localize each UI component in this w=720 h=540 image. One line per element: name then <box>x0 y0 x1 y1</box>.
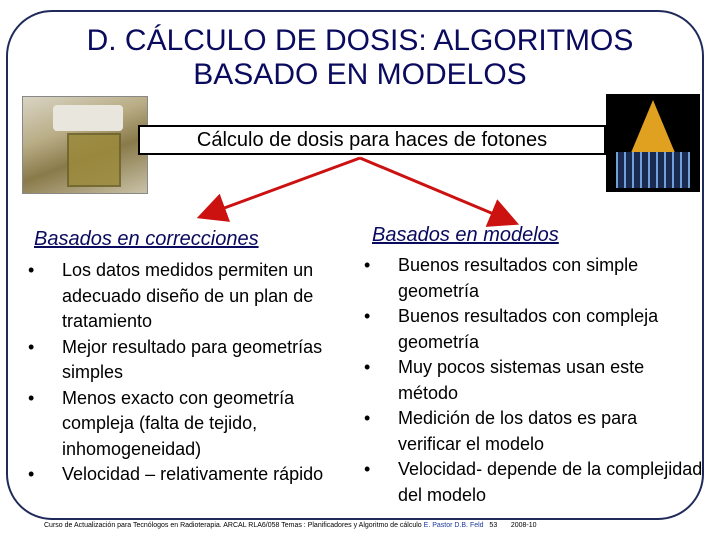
list-item: • Velocidad- depende de la complejidad del modelo <box>364 457 704 508</box>
list-item: • Los datos medidos permiten un adecuado diseño de un plan de tratamiento <box>28 258 364 335</box>
list-item: • Velocidad – relativamente rápido <box>28 462 364 488</box>
footer-author: E. Pastor D.B. Feld <box>423 522 484 529</box>
footer-page: 53 <box>489 522 498 529</box>
list-item: • Muy pocos sistemas usan este método <box>364 355 704 406</box>
slide-title: D. CÁLCULO DE DOSIS: ALGORITMOS BASADO EN MODELOS <box>86 24 634 91</box>
arrow-left <box>208 158 360 214</box>
footer-year: 2008-10 <box>510 522 537 529</box>
subtitle-box: Cálculo de dosis para haces de fotones <box>138 125 606 155</box>
left-bullet-list <box>28 258 364 488</box>
right-bullet-list <box>364 253 704 508</box>
list-item: • Buenos resultados con compleja geometría <box>364 304 704 355</box>
list-item: • Mejor resultado para geometrías simples <box>28 335 364 386</box>
slide-footer <box>44 522 537 529</box>
right-column-heading: Basados en modelos <box>372 224 559 246</box>
list-item: • Medición de los datos es para verificar el modelo <box>364 406 704 457</box>
left-column-heading: Basados en correcciones <box>34 228 259 250</box>
list-item: • Menos exacto con geometría compleja (falta de tejido, inhomogeneidad) <box>28 386 364 463</box>
footer-course: Curso de Actualización para Tecnólogos en Radioterapia. ARCAL RLA6/058 Temas : Planificadores y Algoritmo de cálculo <box>44 522 422 529</box>
list-item: • Buenos resultados con simple geometría <box>364 253 704 304</box>
arrow-right <box>360 158 508 220</box>
